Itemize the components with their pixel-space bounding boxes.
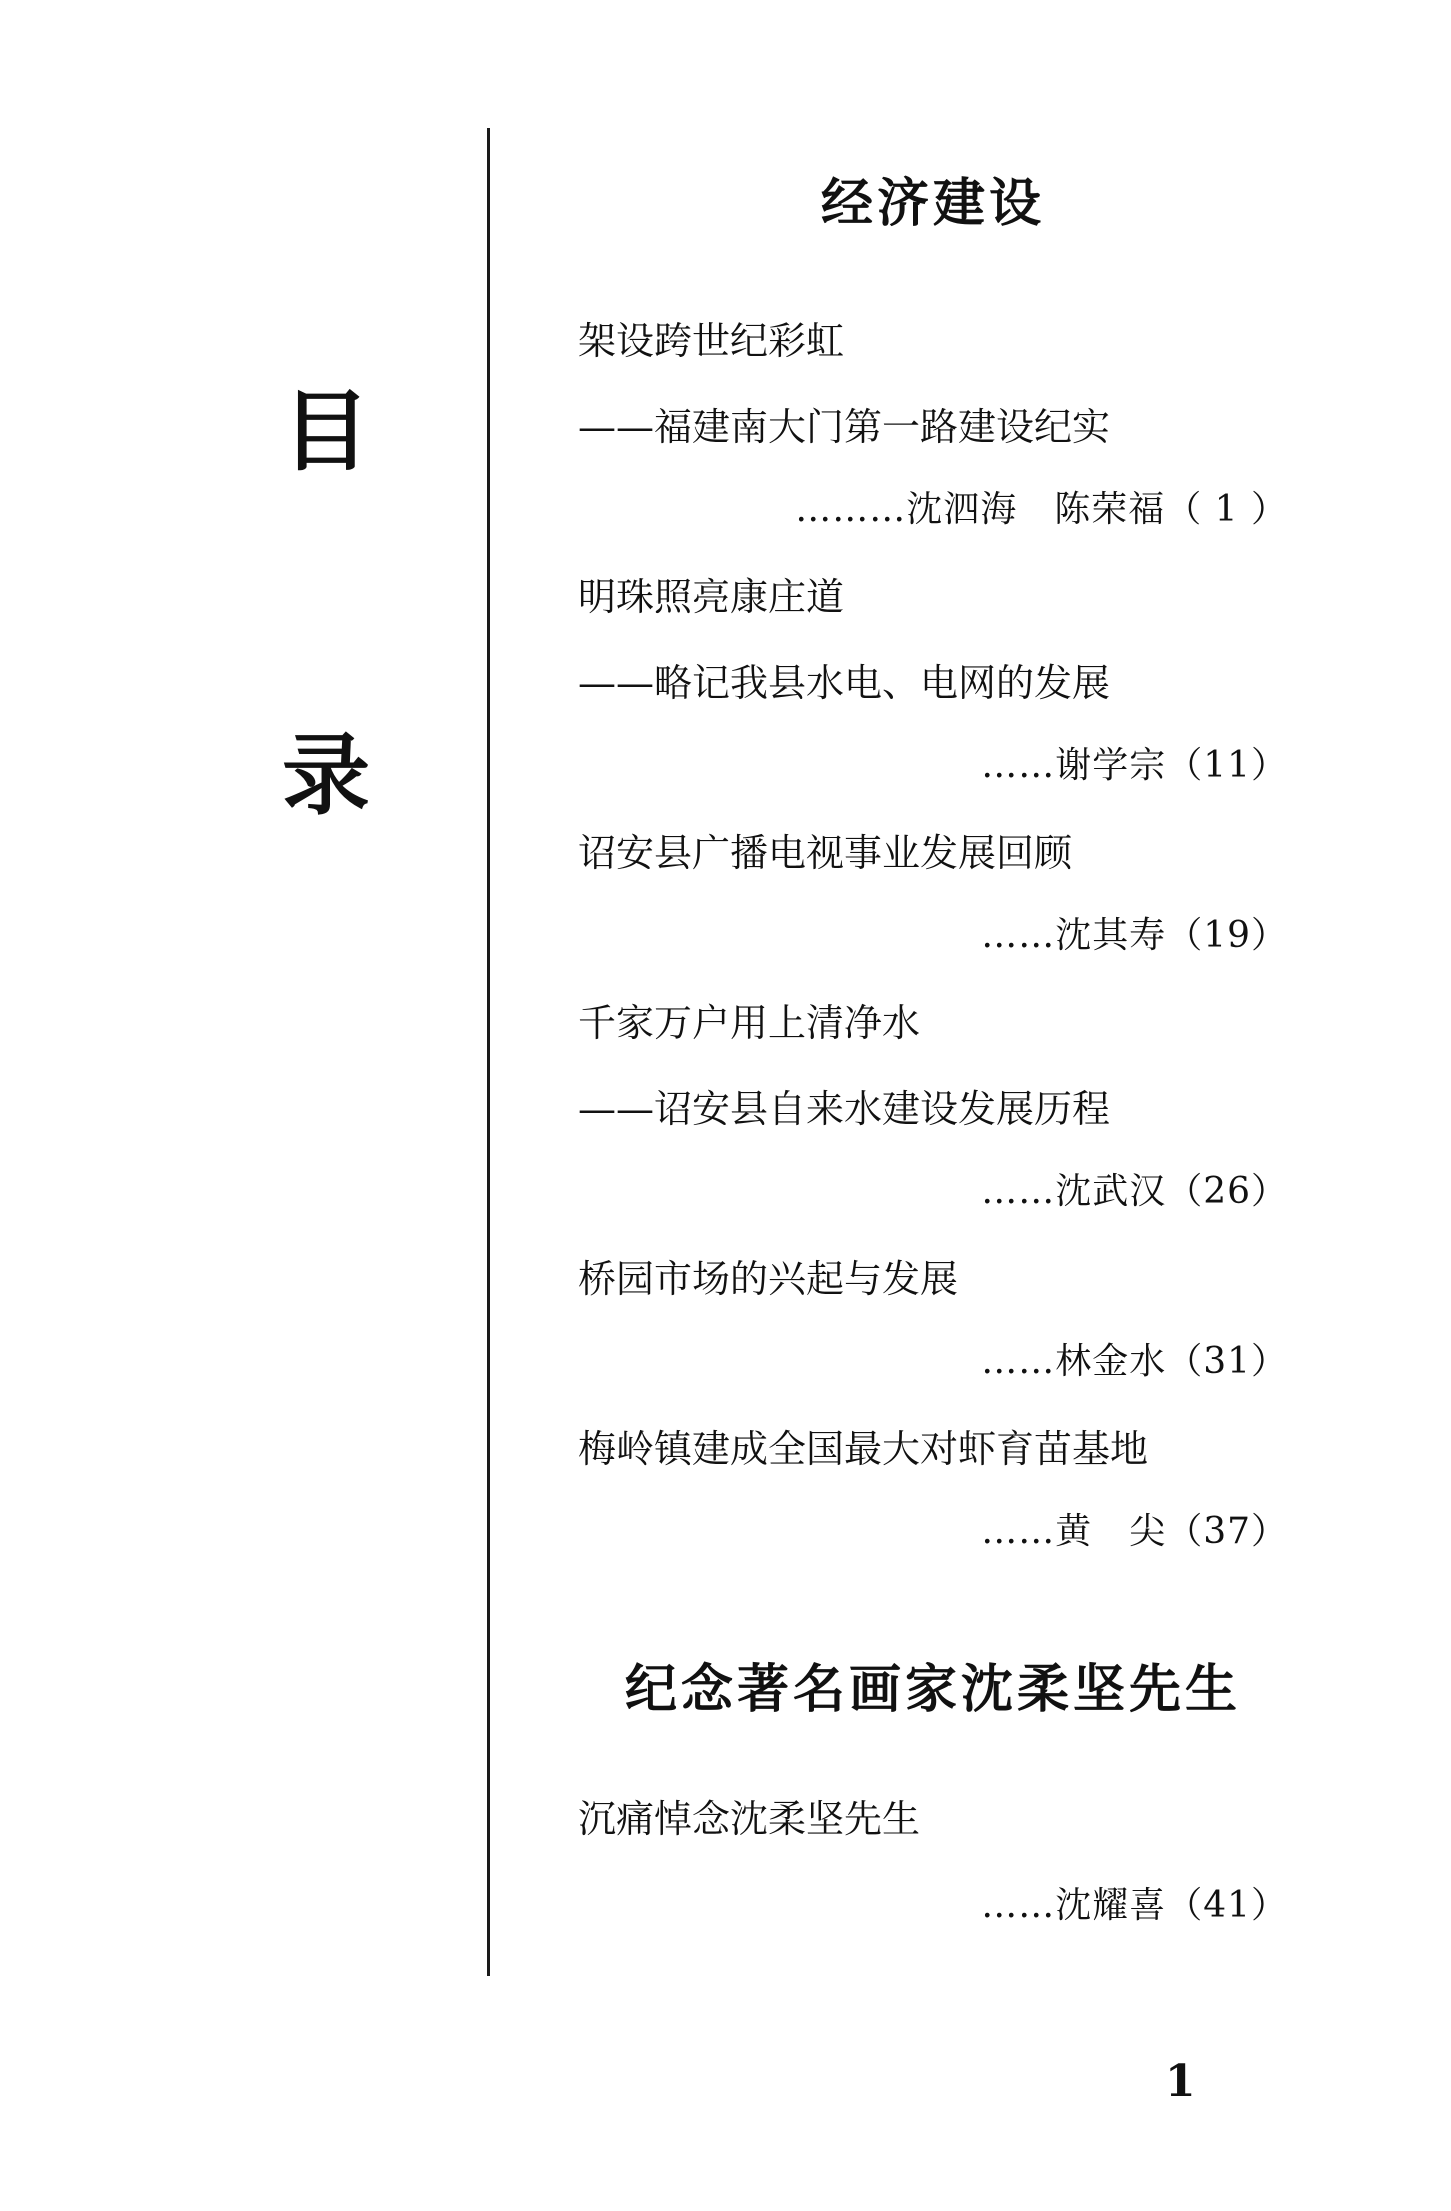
- toc-entry-subtitle: ——诏安县自来水建设发展历程: [578, 1087, 1111, 1131]
- toc-entry-title[interactable]: 沉痛悼念沈柔坚先生: [578, 1797, 921, 1841]
- toc-entry-title[interactable]: 桥园市场的兴起与发展: [578, 1257, 959, 1301]
- toc-entry-author-page: ………沈泗海 陈荣福（ 1 ）: [795, 489, 1288, 530]
- toc-entry-author-page: ……沈其寿（19）: [981, 915, 1288, 956]
- toc-entry-title[interactable]: 架设跨世纪彩虹: [578, 319, 845, 363]
- toc-entry-author-page: ……黄 尖（37）: [981, 1511, 1288, 1552]
- toc-entry-author-page: ……林金水（31）: [981, 1341, 1288, 1382]
- toc-entry-title[interactable]: 梅岭镇建成全国最大对虾育苗基地: [578, 1427, 1149, 1471]
- section-heading-memorial: 纪念著名画家沈柔坚先生: [624, 1660, 1241, 1720]
- toc-entry-author-page: ……谢学宗（11）: [981, 745, 1288, 786]
- side-title-char-1: 目: [282, 380, 371, 483]
- toc-entry-title[interactable]: 诏安县广播电视事业发展回顾: [578, 831, 1073, 875]
- section-heading-economic: 经济建设: [820, 174, 1045, 234]
- page-number: 1: [1165, 2056, 1196, 2107]
- toc-entry-author-page: ……沈耀喜（41）: [981, 1885, 1288, 1926]
- toc-entry-subtitle: ——略记我县水电、电网的发展: [578, 661, 1111, 705]
- side-title-char-2: 录: [282, 724, 371, 827]
- toc-entry-title[interactable]: 明珠照亮康庄道: [578, 575, 845, 619]
- toc-entry-author-page: ……沈武汉（26）: [981, 1171, 1288, 1212]
- toc-entry-subtitle: ——福建南大门第一路建设纪实: [578, 405, 1111, 449]
- toc-entry-title[interactable]: 千家万户用上清净水: [578, 1001, 921, 1045]
- vertical-divider: [487, 128, 490, 1976]
